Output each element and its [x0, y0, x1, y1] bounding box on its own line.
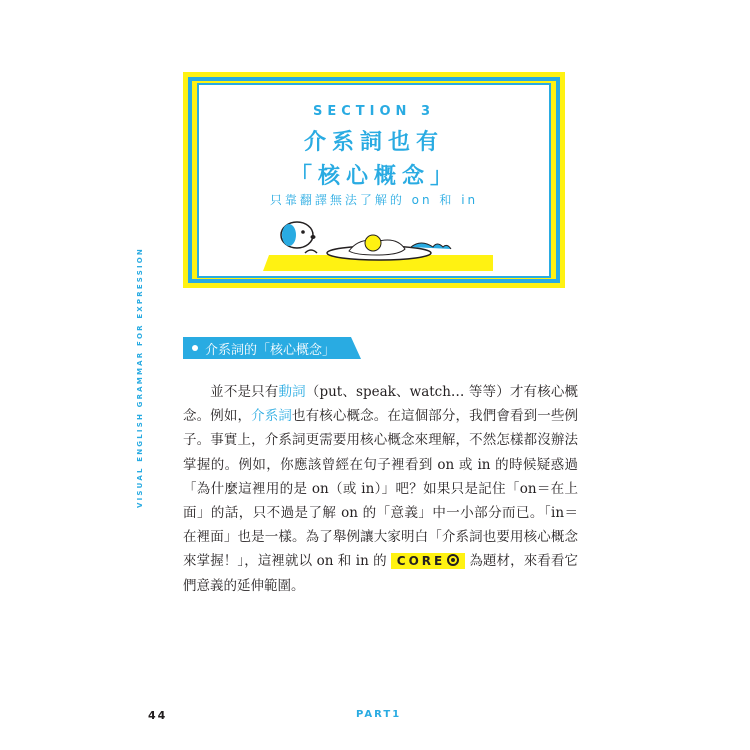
target-icon [447, 554, 459, 566]
body-paragraph [183, 380, 578, 598]
subsection-heading: 介系詞的「核心概念」 [205, 343, 336, 358]
subsection-heading-tag [183, 337, 361, 359]
side-vertical-title-text: VISUAL ENGLISH GRAMMAR FOR EXPRESSION [136, 247, 144, 508]
egg-yolk [365, 235, 381, 251]
dog-ear [282, 224, 296, 246]
core-label: CORE [396, 554, 446, 569]
section-banner [183, 72, 565, 288]
body-text-1: 並不是只有 [210, 384, 279, 400]
body-text-3: 也有核心概念。在這個部分，我們會看到一些例子。事實上，介系詞更需要用核心概念來理解，不然怎樣都沒辦法掌握的。例如，你應該曾經在句子裡看到 on 或 in 的時候疑惑過「為什麼這裡用的是 on（或 in）」吧？如果只是記住「on＝在上面」的話，只不過是了解 on 的「意義」中一小部分而已。「in＝在裡面」也是一樣。為了舉例讓大家明白「介系詞也要用核心概念來掌握！」，這裡就以 on 和 in 的 [183, 408, 578, 570]
body-text-4: 為題材，來看看它們意義的延伸範圍。 [183, 553, 578, 594]
dog-nose [311, 235, 316, 239]
banner-inner-panel [197, 83, 551, 278]
side-vertical-title [128, 232, 148, 512]
tag-bullet-icon [192, 345, 198, 351]
body-text-2: （put、speak、watch… 等等）才有核心概念。例如， [183, 384, 579, 425]
part-label: PART1 [356, 709, 402, 720]
highlight-verb: 動詞 [278, 384, 306, 400]
section-subtitle: 只靠翻譯無法了解的 on 和 in [269, 193, 479, 207]
section-label: SECTION 3 [313, 104, 435, 119]
body-paragraph-container [183, 380, 578, 598]
page-number: 44 [148, 709, 168, 722]
highlight-preposition: 介系詞 [251, 408, 292, 425]
section-title-line2: 「核心概念」 [289, 164, 458, 189]
dog-with-egg-illustration [261, 213, 493, 271]
dog-eye [301, 230, 305, 234]
dog-paw [305, 250, 317, 253]
section-title-line1: 介系詞也有 [303, 130, 444, 155]
core-badge [391, 553, 465, 569]
